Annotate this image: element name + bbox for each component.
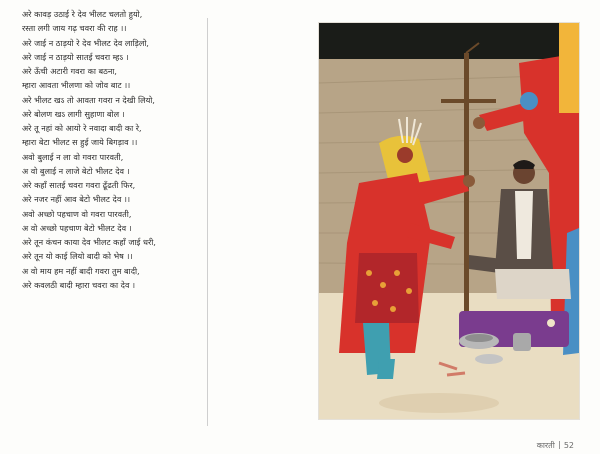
poem-line: अरे कहाँ सातई चवरा गवरा ढूँढती फिर, (22, 180, 136, 190)
page-gutter-divider (207, 18, 208, 426)
poem-line: अरे तून कंचन काया देव भीलट कहाँ जाई धरी, (22, 237, 156, 247)
dancer-skirt-pattern (355, 253, 419, 323)
poem-line: म्हारा बेटा भीलट स हुई जाये बिगड़ाव ।। (22, 137, 138, 148)
ritual-photograph (318, 22, 580, 420)
small-bowl (475, 354, 503, 364)
plate-offerings (465, 334, 493, 342)
seated-man-dhoti (495, 269, 571, 299)
right-dancer-ornament (520, 92, 538, 110)
poem-line: रस्ता लगी जाय गढ़ चवरा की राह ।। (22, 23, 127, 34)
dancer-hand (463, 175, 475, 187)
poem-line: अ वो अच्छो पहचाण बेटो भीलट देव । (22, 222, 132, 233)
poem-line: अवो अच्छो पहचाण वो गवरा पारवती, (22, 208, 132, 219)
poem-line: अ वो माय हम नहीं बादी गवरा तुम बादी, (22, 265, 140, 276)
poem-line: अ वो बुलाई न लाजे बेटो भीलट देव । (22, 165, 130, 176)
lamp-flame (547, 319, 555, 327)
photo-illustration (319, 23, 579, 419)
poem-text (22, 7, 200, 292)
ground-shadow (379, 393, 499, 413)
poem-line: अरे कावड़ उठाई रे देव भीलट चलतो हुयो, (22, 9, 143, 19)
poem-line: अरे तून यो काई लियो बादी को भेष ।। (22, 251, 133, 262)
dancer-leggings-lower (377, 359, 395, 379)
poem-line: अरे ऊँची अटारी गवरा का बठना, (22, 66, 117, 76)
page-number: 52 (563, 441, 574, 450)
poem-line: अरे कवलठी बादी म्हारा चवरा का देव । (22, 279, 136, 290)
right-dancer-hand (473, 117, 485, 129)
right-dancer-scarf (559, 23, 579, 113)
poem-line: अवो बुलाई न ला वो गवरा पारवती, (22, 151, 124, 162)
night-sky (319, 23, 579, 63)
poem-line: म्हारा आवता भीलणा को जोव बाट ।। (22, 80, 131, 91)
poem-line: अरे जाई न ठाड़यो रे देव भीलट देव लाड़िलो, (22, 37, 149, 48)
poem-line: अरे बोलण खऽ लागी सुहाणा बोल । (22, 108, 125, 119)
poem-line: अरे नजर नहीं आव बेटो भीलट देव ।। (22, 194, 131, 205)
staff-crossbar (441, 99, 496, 103)
dancer-face (397, 147, 413, 163)
seated-man-shirt (515, 191, 533, 259)
poem-line: अरे तू नहां को आयो रे नवादा बादी का रे, (22, 123, 142, 133)
page-footer (537, 440, 574, 451)
steel-pot (513, 333, 531, 351)
section-title: कारती (536, 441, 555, 450)
poem-line: अरे भीलट खऽ तो आवता गवरा न देखी लियो, (22, 94, 155, 105)
poem-line: अरे जाई न ठाड़यो सातई चवरा म्हऽ । (22, 51, 129, 62)
footer-separator (559, 441, 560, 449)
